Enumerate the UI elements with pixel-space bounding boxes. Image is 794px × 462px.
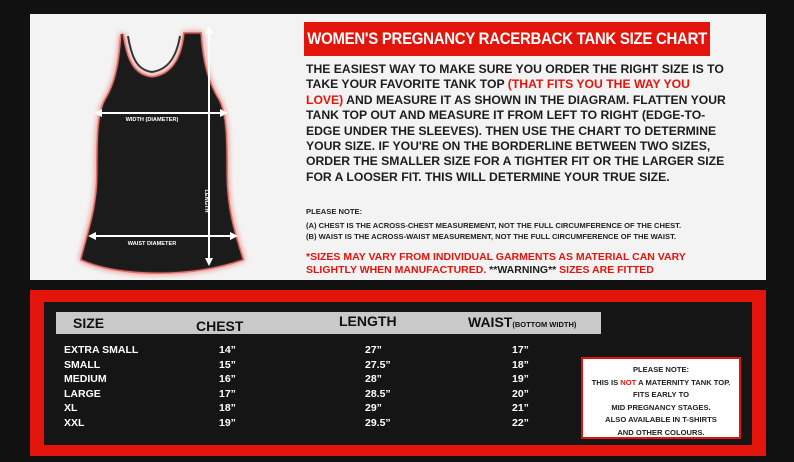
size-warning (306, 251, 726, 277)
notes-heading: PLEASE NOTE: (306, 207, 363, 216)
note-box-line-2a: THIS IS (591, 377, 621, 387)
chart-title-text: WOMEN'S PREGNANCY RACERBACK TANK SIZE CHART (307, 29, 707, 48)
cell-waist: 20” (512, 387, 529, 400)
size-table (44, 302, 752, 445)
cell-waist: 18” (512, 358, 529, 371)
cell-size: EXTRA SMALL (64, 344, 139, 356)
warning-part-1: *SIZES MAY VARY FROM INDIVIDUAL GARMENTS AS MATERIAL CAN VARY SLIGHTLY WHEN MANUFACTURED. (306, 251, 686, 276)
table-row (44, 344, 564, 358)
cell-length: 28.5” (365, 387, 391, 400)
cell-size: LARGE (64, 387, 101, 400)
measurement-notes (306, 206, 726, 242)
table-row (44, 402, 564, 416)
note-box-line-4: MID PREGNANCY STAGES. (611, 402, 711, 412)
header-size: SIZE (73, 315, 105, 331)
cell-length: 29.5” (365, 417, 391, 429)
note-box-line-3: FITS EARLY TO (633, 390, 689, 400)
cell-size: SMALL (64, 358, 101, 371)
warning-part-3: SIZES ARE FITTED (556, 264, 654, 276)
cell-waist: 21” (512, 402, 529, 415)
table-header (56, 312, 601, 334)
cell-waist: 17” (512, 344, 529, 356)
info-panel (30, 14, 766, 280)
intro-text (306, 62, 726, 185)
header-chest: CHEST (196, 318, 244, 334)
header-waist (468, 311, 576, 333)
note-box-heading: PLEASE NOTE: (632, 365, 690, 374)
tank-diagram (30, 14, 300, 280)
intro-part-1: THE EASIEST WAY TO MAKE SURE YOU ORDER THE RIGHT SIZE IS TO TAKE YOUR FAVORITE TANK TOP (306, 62, 724, 92)
cell-length: 27” (365, 344, 382, 356)
cell-waist: 22” (512, 417, 529, 429)
width-label: WIDTH (DIAMETER) (125, 117, 179, 123)
cell-chest: 14” (219, 344, 236, 356)
header-length: LENGTH (339, 313, 397, 329)
cell-length: 28” (365, 373, 382, 386)
cell-chest: 17” (219, 387, 236, 400)
note-waist: (B) WAIST IS THE ACROSS-WAIST MEASUREMENT, NOT THE FULL CIRCUMFERENCE OF THE WAIST. (306, 232, 676, 241)
waist-label: WAIST DIAMETER (127, 241, 177, 247)
size-table-panel (30, 290, 766, 456)
cell-size: XL (64, 402, 78, 415)
cell-chest: 18” (219, 402, 236, 415)
cell-length: 29” (365, 402, 382, 415)
table-row (44, 388, 564, 402)
note-box-line-2c: A MATERNITY TANK TOP. (636, 377, 731, 387)
maternity-note (581, 357, 741, 439)
warning-label: **WARNING** (489, 264, 557, 276)
header-waist-text: WAIST (468, 314, 513, 330)
intro-highlight: (THAT FITS YOU THE WAY YOU LOVE) (306, 77, 690, 107)
note-box-line-2 (583, 377, 739, 390)
cell-chest: 16” (219, 373, 236, 386)
cell-size: XXL (64, 417, 85, 429)
cell-size: MEDIUM (64, 373, 107, 386)
note-box-line-5: ALSO AVAILABLE IN T-SHIRTS (605, 415, 717, 425)
header-waist-sub: (BOTTOM WIDTH) (512, 320, 577, 329)
cell-waist: 19” (512, 373, 529, 386)
note-chest: (A) CHEST IS THE ACROSS-CHEST MEASUREMENT, NOT THE FULL CIRCUMFERENCE OF THE CHEST. (306, 221, 682, 230)
table-row (44, 359, 564, 373)
table-row (44, 417, 564, 431)
cell-length: 27.5” (365, 358, 391, 371)
chart-title (304, 22, 710, 56)
length-label: LENGTH (203, 189, 209, 213)
cell-chest: 15” (219, 358, 236, 371)
note-box-line-6: AND OTHER COLOURS. (617, 427, 705, 437)
tank-illustration (30, 14, 300, 280)
note-box-not: NOT (620, 377, 637, 387)
table-row (44, 373, 564, 387)
cell-chest: 19” (219, 417, 236, 429)
intro-part-3: AND MEASURE IT AS SHOWN IN THE DIAGRAM. FLATTEN YOUR TANK TOP OUT AND MEASURE IT FROM LEFT TO RIGHT (EDGE-TO-EDGE UNDER THE SLEEVES). THEN USE THE CHART TO DETERMINE YOUR SIZE. IF YOU'RE ON THE BORDERLINE BETWEEN TWO SIZES, ORDER THE SMALLER SIZE FOR A TIGHTER FIT OR THE LARGER SIZE FOR A LOOSER FIT. THIS WILL DETERMINE YOUR TRUE SIZE. (306, 92, 726, 184)
